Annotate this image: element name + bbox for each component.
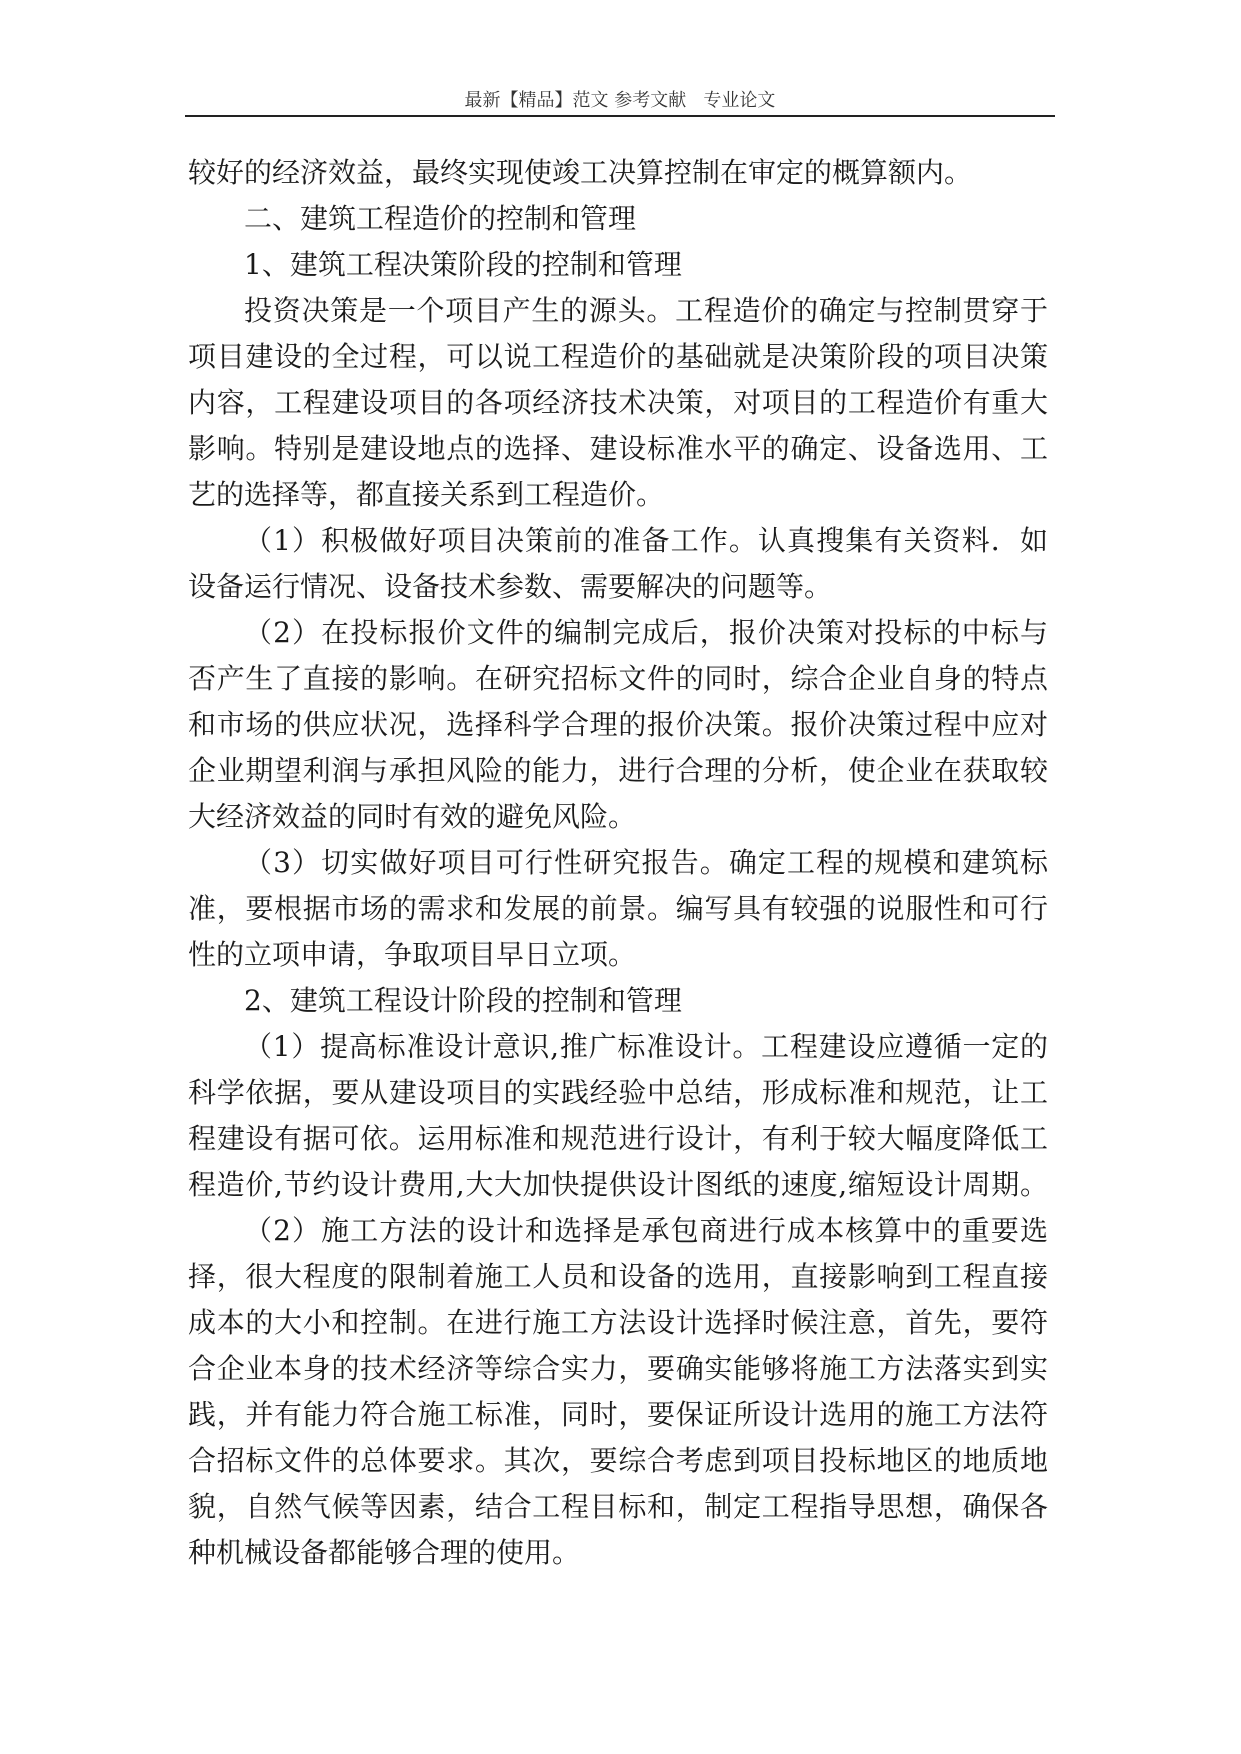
paragraph-line: 否产生了直接的影响。在研究招标文件的同时，综合企业自身的特点 xyxy=(188,662,1048,695)
paragraph-line: 程造价,节约设计费用,大大加快提供设计图纸的速度,缩短设计周期。 xyxy=(188,1168,1048,1201)
paragraph-line: （3）切实做好项目可行性研究报告。确定工程的规模和建筑标 xyxy=(244,846,1048,879)
paragraph-line: 貌，自然气候等因素，结合工程目标和，制定工程指导思想，确保各 xyxy=(188,1490,1048,1523)
paragraph-line: 艺的选择等，都直接关系到工程造价。 xyxy=(188,478,665,511)
paragraph-line: 程建设有据可依。运用标准和规范进行设计，有利于较大幅度降低工 xyxy=(188,1122,1048,1155)
section-heading: 二、建筑工程造价的控制和管理 xyxy=(244,202,637,235)
paragraph-line: 和市场的供应状况，选择科学合理的报价决策。报价决策过程中应对 xyxy=(188,708,1048,741)
paragraph-line: （1）积极做好项目决策前的准备工作。认真搜集有关资料．如 xyxy=(244,524,1048,557)
paragraph-line: （2）在投标报价文件的编制完成后，报价决策对投标的中标与 xyxy=(244,616,1048,649)
subsection-heading: 2、建筑工程设计阶段的控制和管理 xyxy=(244,984,682,1017)
header-divider xyxy=(185,115,1055,117)
paragraph-line: 大经济效益的同时有效的避免风险。 xyxy=(188,800,637,833)
paragraph-line: （2）施工方法的设计和选择是承包商进行成本核算中的重要选 xyxy=(244,1214,1048,1247)
paragraph-line: 准，要根据市场的需求和发展的前景。编写具有较强的说服性和可行 xyxy=(188,892,1048,925)
paragraph-line: 投资决策是一个项目产生的源头。工程造价的确定与控制贯穿于 xyxy=(244,294,1048,327)
paragraph-line: 合企业本身的技术经济等综合实力，要确实能够将施工方法落实到实 xyxy=(188,1352,1048,1385)
paragraph-line: 择，很大程度的限制着施工人员和设备的选用，直接影响到工程直接 xyxy=(188,1260,1048,1293)
paragraph-line: 科学依据，要从建设项目的实践经验中总结，形成标准和规范，让工 xyxy=(188,1076,1048,1109)
paragraph-line: 种机械设备都能够合理的使用。 xyxy=(188,1536,581,1569)
paragraph-line: （1）提高标准设计意识,推广标准设计。工程建设应遵循一定的 xyxy=(244,1030,1048,1063)
document-body xyxy=(188,150,1048,1576)
page-header: 最新【精品】范文 参考文献 专业论文 xyxy=(464,90,776,111)
paragraph-line: 较好的经济效益，最终实现使竣工决算控制在审定的概算额内。 xyxy=(188,156,973,189)
subsection-heading: 1、建筑工程决策阶段的控制和管理 xyxy=(244,248,682,281)
paragraph-line: 影响。特别是建设地点的选择、建设标准水平的确定、设备选用、工 xyxy=(188,432,1048,465)
paragraph-line: 设备运行情况、设备技术参数、需要解决的问题等。 xyxy=(188,570,833,603)
paragraph-line: 成本的大小和控制。在进行施工方法设计选择时候注意，首先，要符 xyxy=(188,1306,1048,1339)
paragraph-line: 性的立项申请，争取项目早日立项。 xyxy=(188,938,637,971)
paragraph-line: 合招标文件的总体要求。其次，要综合考虑到项目投标地区的地质地 xyxy=(188,1444,1048,1477)
paragraph-line: 企业期望利润与承担风险的能力，进行合理的分析，使企业在获取较 xyxy=(188,754,1048,787)
paragraph-line: 践，并有能力符合施工标准，同时，要保证所设计选用的施工方法符 xyxy=(188,1398,1048,1431)
paragraph-line: 内容，工程建设项目的各项经济技术决策，对项目的工程造价有重大 xyxy=(188,386,1048,419)
paragraph-line: 项目建设的全过程，可以说工程造价的基础就是决策阶段的项目决策 xyxy=(188,340,1048,373)
